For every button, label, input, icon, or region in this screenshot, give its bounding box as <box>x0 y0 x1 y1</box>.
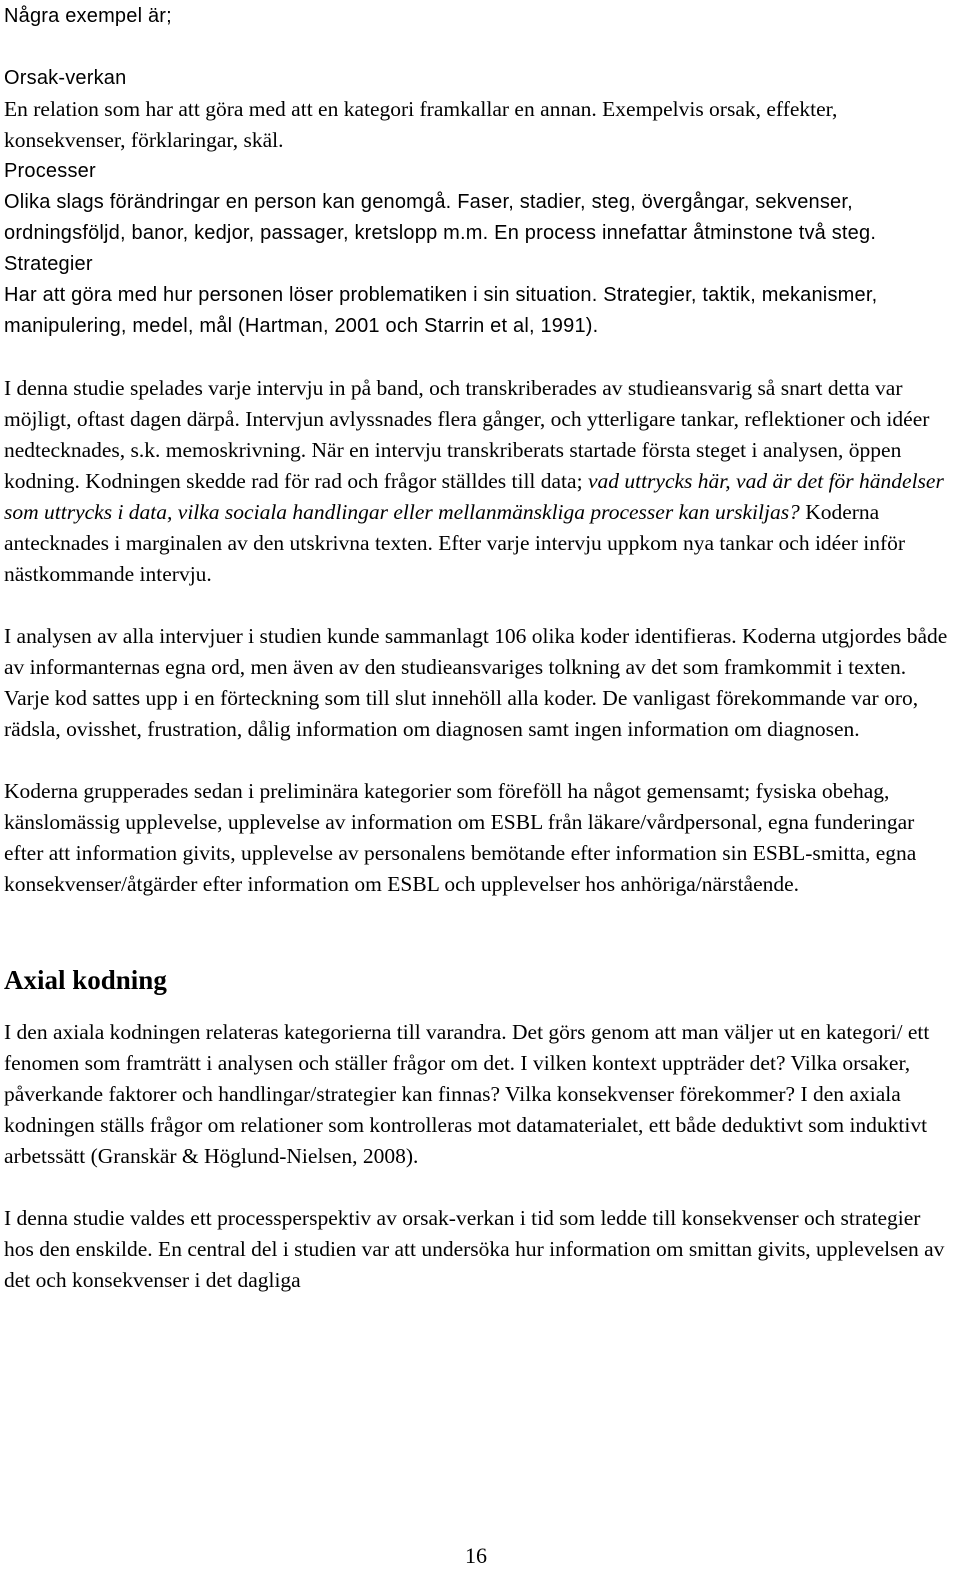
intro-line: Några exempel är; <box>4 5 172 27</box>
section-heading-axial-kodning: Axial kodning <box>4 965 167 995</box>
paragraph-koder: I analysen av alla intervjuer i studien kunde sammanlagt 106 olika koder identifieras. Koderna utgjordes både av informanternas egna ord, men även av den studieansvariges tolkning av det som framkommit i texten. Varje kod sattes upp i en förteckning som till slut innehöll alla koder. De vanligast förekommande var oro, rädsla, ovisshet, frustration, dålig information om diagnosen samt ingen information om diagnosen. <box>4 624 948 741</box>
example-text-strategier: Har att göra med hur personen löser problematiken i sin situation. Strategier, taktik, mekanismer, manipulering, medel, mål (Hartman, 2001 och Starrin et al, 1991). <box>4 284 878 337</box>
example-text-processer: Olika slags förändringar en person kan genomgå. Faser, stadier, steg, övergångar, sekvenser, ordningsföljd, banor, kedjor, passager, kretslopp m.m. En process innefattar åtminstone två steg. <box>4 191 877 244</box>
example-text-orsak-verkan: En relation som har att göra med att en kategori framkallar en annan. Exempelvis orsak, effekter, konsekvenser, förklaringar, skäl. <box>4 97 838 152</box>
example-title-orsak-verkan: Orsak-verkan <box>4 67 127 89</box>
paragraph-transkribering-part2: Koderna antecknades i marginalen av den utskrivna texten. Efter varje intervju uppkom nya tankar och idéer inför nästkommande intervju. <box>4 500 906 586</box>
paragraph-kategorier: Koderna grupperades sedan i preliminära kategorier som föreföll ha något gemensamt; fysiska obehag, känslomässig upplevelse, upplevelse av information om ESBL från läkare/vårdpersonal, egna funderingar efter att information givits, upplevelse av personalens bemötande efter information sin ESBL-smitta, egna konsekvenser/åtgärder efter information om ESBL och upplevelser hos anhöriga/närstående. <box>4 779 917 896</box>
example-title-strategier: Strategier <box>4 253 93 275</box>
example-title-processer: Processer <box>4 160 96 182</box>
page-number: 16 <box>465 1543 487 1568</box>
paragraph-transkribering-questions: vad uttrycks här, vad är det för händelser som uttrycks i data, vilka sociala handlingar eller mellanmänskliga processer kan urskiljas? <box>4 469 944 524</box>
paragraph-processperspektiv: I denna studie valdes ett processperspektiv av orsak-verkan i tid som ledde till konsekvenser och strategier hos den enskilde. En central del i studien var att undersöka hur information om smittan givits, upplevelsen av det och konsekvenser i det dagliga <box>4 1206 945 1292</box>
examples-list <box>4 63 949 342</box>
document-page <box>4 0 949 1296</box>
paragraph-transkribering-part1: I denna studie spelades varje intervju in på band, och transkriberades av studieansvarig så snart detta var möjligt, oftast dagen därpå. Intervjun avlyssnades flera gånger, och ytterligare tankar, reflektioner och idéer nedtecknades, s.k. memoskrivning. När en intervju transkriberats startade första steget i analysen, öppen kodning. Kodningen skedde rad för rad och frågor ställdes till data; <box>4 376 930 493</box>
paragraph-axial-kodning: I den axiala kodningen relateras kategorierna till varandra. Det görs genom att man väljer ut en kategori/ ett fenomen som framträtt i analysen och ställer frågor om det. I vilken kontext uppträder det? Vilka orsaker, påverkande faktorer och handlingar/strategier kan finnas? Vilka konsekvenser förekommer? I den axiala kodningen ställs frågor om relationer som kontrolleras mot datamaterialet, ett både deduktivt som induktivt arbetssätt (Granskär & Höglund-Nielsen, 2008). <box>4 1020 930 1168</box>
paragraph-transkribering <box>4 373 949 590</box>
